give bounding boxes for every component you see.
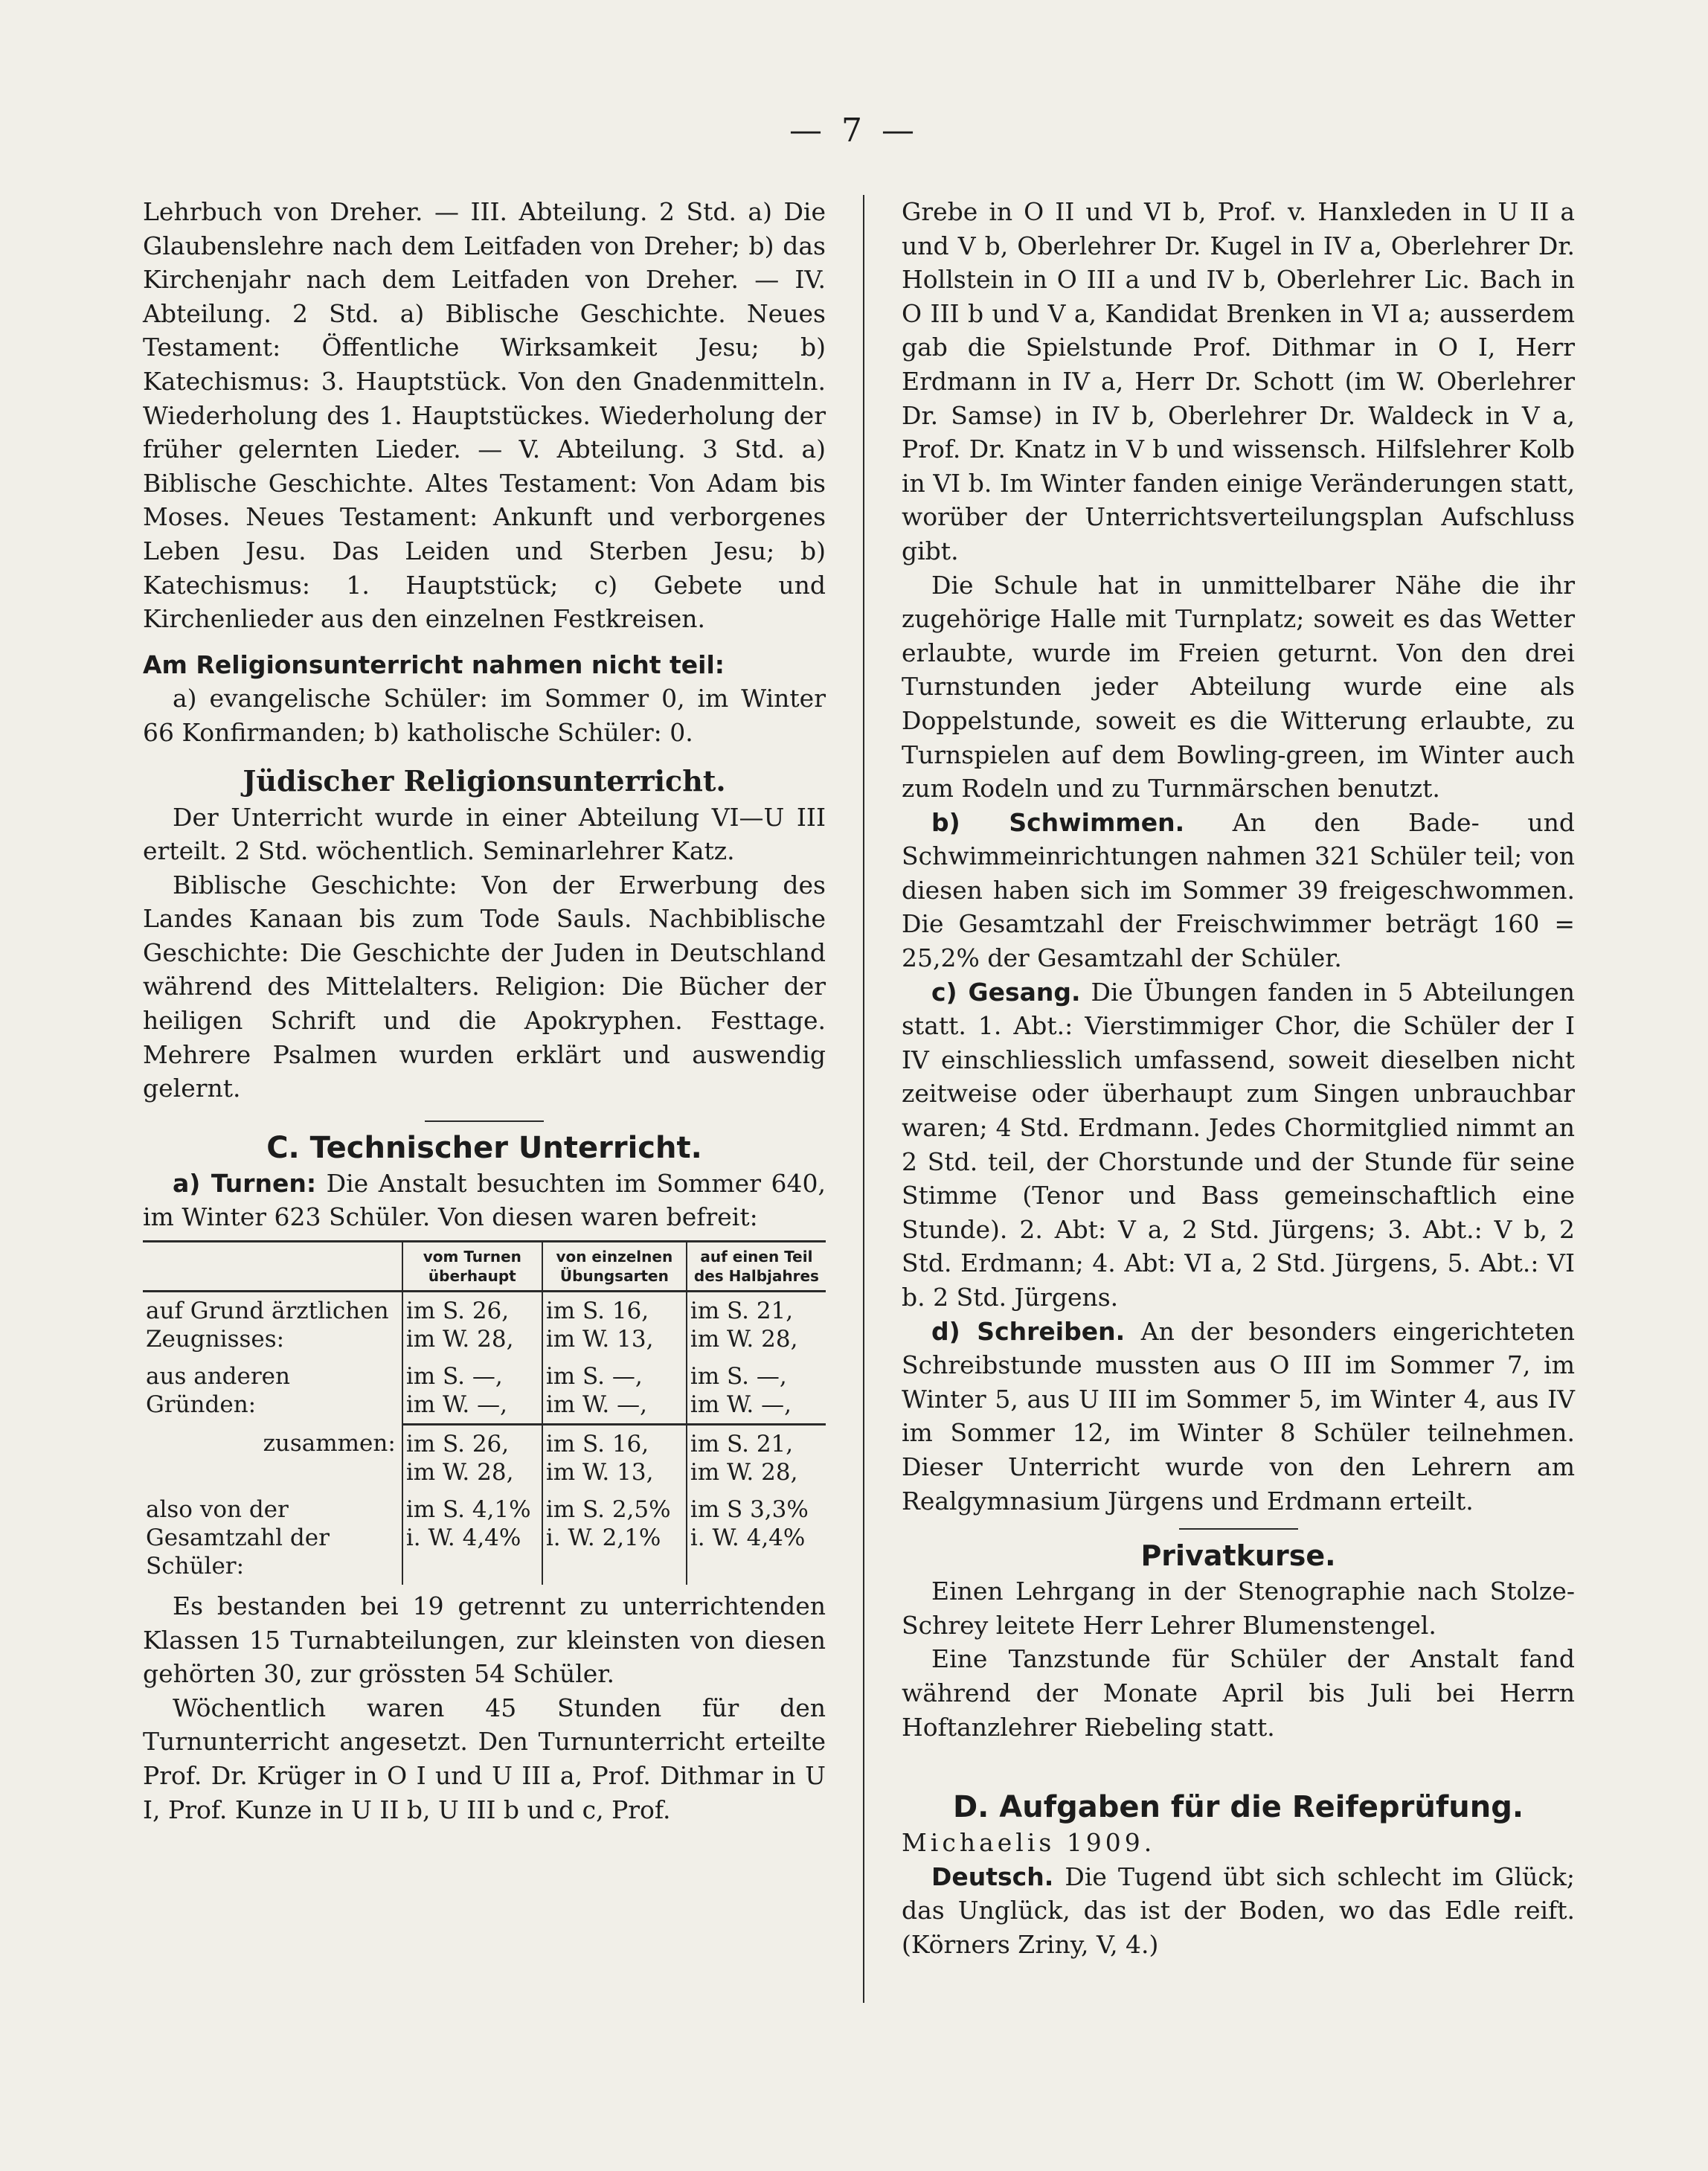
- deutsch-label: Deutsch.: [931, 1861, 1054, 1891]
- table-row: [143, 1358, 826, 1425]
- table-row: [143, 1292, 826, 1359]
- row-label: zusammen:: [263, 1429, 396, 1457]
- row-label: also von der Gesamtzahl der Schüler:: [146, 1496, 330, 1580]
- religion-exemption-heading: Am Religionsunterricht nahmen nicht teil:: [143, 650, 725, 679]
- table-header-blank: [143, 1242, 402, 1292]
- reifepruefung-heading: D. Aufgaben für die Reifeprüfung.: [952, 1790, 1524, 1825]
- schwimmen-text: An den Bade- und Schwimmeinrichtungen nahmen 321 Schüler teil; von diesen haben sich im Sommer 39 freigeschwommen. Die Gesamtzahl der Freischwimmer beträgt 160 = 25,2% der Gesamtzahl der Schüler.: [902, 807, 1575, 973]
- juedisch-paragraph-2: Biblische Geschichte: Von der Erwerbung des Landes Kanaan bis zum Tode Sauls. Nachbiblische Geschichte: Die Geschichte der Juden in Deutschland während des Mittelalters. Religion: Die Bücher der heiligen Schrift und die Apokryphen. Festtage. Mehrere Psalmen wurden erklärt und auswendig gelernt.: [143, 870, 826, 1103]
- religion-curriculum-paragraph: Lehrbuch von Dreher. — III. Abteilung. 2 Std. a) Die Glaubenslehre nach dem Leitfaden von Dreher; b) das Kirchenjahr nach dem Leitfaden von Dreher. — IV. Abteilung. 2 Std. a) Biblische Geschichte. Neues Testament: Öffentliche Wirksamkeit Jesu; b) Katechismus: 3. Hauptstück. Von den Gnadenmitteln. Wiederholung des 1. Hauptstückes. Wiederholung der früher gelernten Lieder. — V. Abteilung. 3 Std. a) Biblische Geschichte. Altes Testament: Von Adam bis Moses. Neues Testament: Ankunft und verborgenes Leben Jesu. Das Leiden und Sterben Jesu; b) Katechismus: 1. Hauptstück; c) Gebete und Kirchenlieder aus den einzelnen Festkreisen.: [143, 197, 826, 634]
- row-label: aus anderen Gründen:: [146, 1363, 290, 1419]
- table-cell: im S. 2,5% i. W. 2,1%: [542, 1491, 687, 1585]
- turnabteilungen-paragraph: Es bestanden bei 19 getrennt zu unterrichtenden Klassen 15 Turnabteilungen, zur kleinsten von diesen gehörten 30, zur grössten 54 Schüler.: [143, 1591, 826, 1689]
- table-cell: im S. 16, im W. 13,: [542, 1292, 687, 1359]
- table-cell: im S 3,3% i. W. 4,4%: [687, 1491, 826, 1585]
- juedisch-heading: Jüdischer Religionsunterricht.: [243, 763, 726, 798]
- table-cell: im S. 21, im W. 28,: [687, 1292, 826, 1359]
- table-header-col1: vom Turnen überhaupt: [402, 1242, 542, 1292]
- tanzstunde-paragraph: Eine Tanzstunde für Schüler der Anstalt fand während der Monate April bis Juli bei Herrn Hoftanzlehrer Riebeling statt.: [902, 1644, 1575, 1742]
- table-cell: im S. 26, im W. 28,: [402, 1425, 542, 1492]
- turnunterricht-paragraph: Wöchentlich waren 45 Stunden für den Turnunterricht angesetzt. Den Turnunterricht erteilte Prof. Dr. Krüger in O I und U III a, Prof. Dithmar in U I, Prof. Kunze in U II b, U III b und c, Prof.: [143, 1693, 826, 1824]
- table-cell: im S. 26, im W. 28,: [402, 1292, 542, 1359]
- left-column: [143, 195, 826, 1827]
- turnlehrer-paragraph: Grebe in O II und VI b, Prof. v. Hanxleden in U II a und V b, Oberlehrer Dr. Kugel in IV a, Oberlehrer Dr. Hollstein in O III a und IV b, Oberlehrer Lic. Bach in O III b und V a, Kandidat Brenken in VI a; ausserdem gab die Spielstunde Prof. Dithmar in O I, Herr Erdmann in IV a, Herr Dr. Schott (im W. Oberlehrer Dr. Samse) in IV b, Oberlehrer Dr. Waldeck in V a, Prof. Dr. Knatz in V b und wissensch. Hilfslehrer Kolb in VI b. Im Winter fanden einige Veränderungen statt, worüber der Unterrichtsverteilungsplan Aufschluss gibt.: [902, 197, 1575, 565]
- turnen-text: Die Anstalt besuchten im Sommer 640, im Winter 623 Schüler. Von diesen waren befreit:: [143, 1168, 826, 1232]
- stenographie-paragraph: Einen Lehrgang in der Stenographie nach Stolze-Schrey leitete Herr Lehrer Blumenstengel.: [902, 1577, 1575, 1640]
- schreiben-label: d) Schreiben.: [931, 1316, 1126, 1346]
- table-cell: im S. 21, im W. 28,: [687, 1425, 826, 1492]
- table-cell: im S. 4,1% i. W. 4,4%: [402, 1491, 542, 1585]
- religion-exemption-text: a) evangelische Schüler: im Sommer 0, im Winter 66 Konfirmanden; b) katholische Schüler: 0.: [143, 684, 826, 747]
- table-cell: im S. —, im W. —,: [542, 1358, 687, 1425]
- schreiben-text: An der besonders eingerichteten Schreibstunde mussten aus O III im Sommer 7, im Winter 5, aus U III im Sommer 5, im Winter 4, aus IV im Sommer 12, im Winter 8 Schüler teilnehmen. Dieser Unterricht wurde von den Lehrern am Realgymnasium Jürgens und Erdmann erteilt.: [902, 1316, 1575, 1516]
- exemption-table: [143, 1240, 826, 1585]
- table-row: [143, 1425, 826, 1492]
- schwimmen-label: b) Schwimmen.: [931, 807, 1185, 837]
- table-cell: im S. —, im W. —,: [687, 1358, 826, 1425]
- juedisch-paragraph-1: Der Unterricht wurde in einer Abteilung VI—U III erteilt. 2 Std. wöchentlich. Seminarlehrer Katz.: [143, 802, 826, 866]
- deutsch-paragraph: [902, 1860, 1575, 1962]
- table-row: [143, 1491, 826, 1585]
- table-cell: im S. —, im W. —,: [402, 1358, 542, 1425]
- section-rule: [425, 1120, 544, 1122]
- gesang-paragraph: [902, 975, 1575, 1315]
- technisch-heading: C. Technischer Unterricht.: [266, 1130, 702, 1165]
- schreiben-paragraph: [902, 1315, 1575, 1519]
- turnhalle-paragraph: Die Schule hat in unmittelbarer Nähe die ihr zugehörige Halle mit Turnplatz; soweit es das Wetter erlaubte, wurde im Freien geturnt. Von den drei Turnstunden jeder Abteilung wurde eine als Doppelstunde, soweit es die Witterung erlaubte, zu Turnspielen auf dem Bowling-green, im Winter auch zum Rodeln und zu Turnmärschen benutzt.: [902, 570, 1575, 804]
- right-column: [902, 195, 1575, 1962]
- turnen-label: a) Turnen:: [173, 1168, 317, 1198]
- section-rule: [1179, 1528, 1298, 1530]
- table-header-col3: auf einen Teil des Halbjahres: [687, 1242, 826, 1292]
- turnen-paragraph: [143, 1167, 826, 1234]
- column-divider: [863, 195, 864, 2003]
- deutsch-text: Die Tugend übt sich schlecht im Glück; das Unglück, das ist der Boden, wo das Edle reift. (Körners Zriny, V, 4.): [902, 1861, 1575, 1959]
- table-cell: im S. 16, im W. 13,: [542, 1425, 687, 1492]
- row-label: auf Grund ärztlichen Zeugnisses:: [146, 1298, 389, 1353]
- table-header-col2: von einzelnen Übungsarten: [542, 1242, 687, 1292]
- page-number: — 7 —: [789, 112, 919, 150]
- gesang-label: c) Gesang.: [931, 977, 1081, 1007]
- reifepruefung-date: Michaelis 1909.: [902, 1828, 1156, 1858]
- privatkurse-heading: Privatkurse.: [1140, 1539, 1336, 1573]
- schwimmen-paragraph: [902, 806, 1575, 975]
- gesang-text: Die Übungen fanden in 5 Abteilungen statt. 1. Abt.: Vierstimmiger Chor, die Schüler der I IV einschliesslich umfassend, soweit dieselben nicht zeitweise oder überhaupt zum Singen unbrauchbar waren; 4 Std. Erdmann. Jedes Chormitglied nimmt an 2 Std. teil, der Chorstunde und der Stunde für seine Stimme (Tenor und Bass gemeinschaftlich eine Stunde). 2. Abt: V a, 2 Std. Jürgens; 3. Abt.: V b, 2 Std. Erdmann; 4. Abt: VI a, 2 Std. Jürgens, 5. Abt.: VI b. 2 Std. Jürgens.: [902, 977, 1575, 1312]
